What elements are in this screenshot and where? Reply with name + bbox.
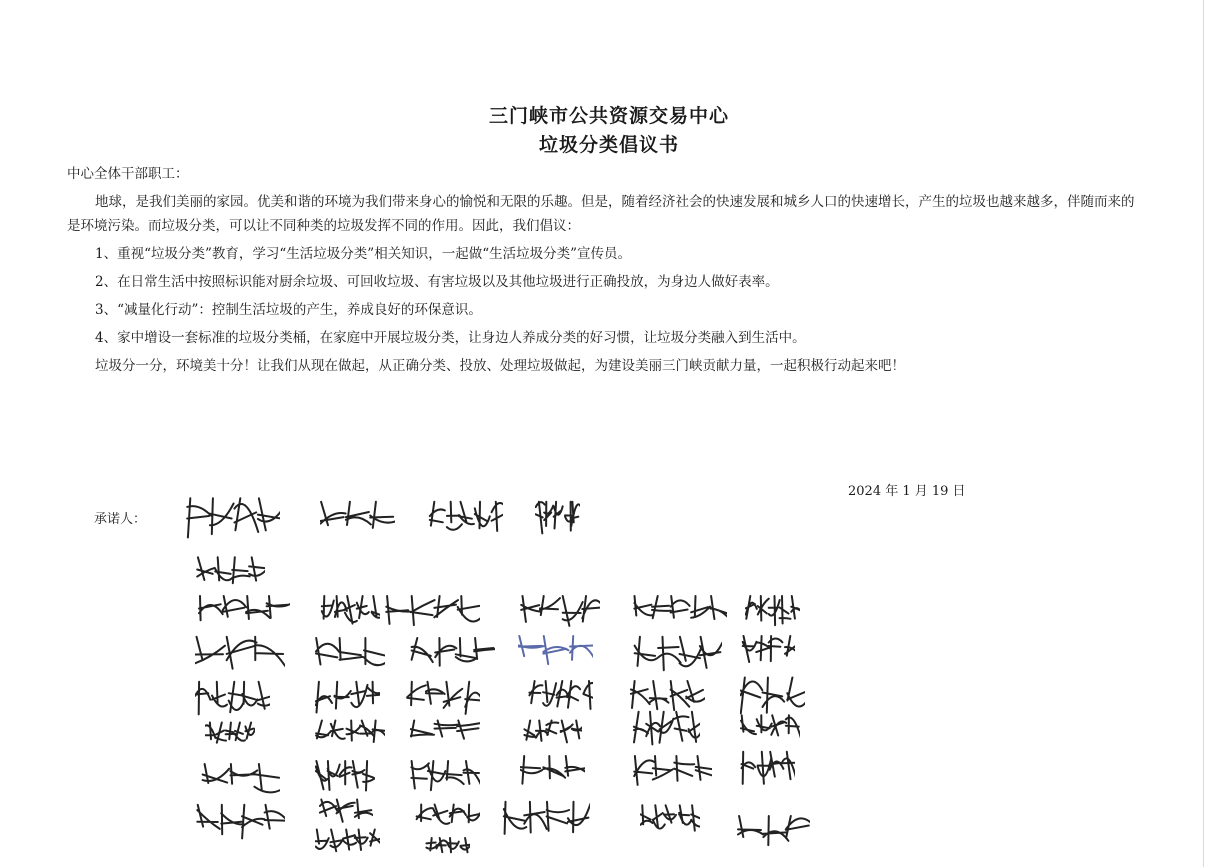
signature-stroke [330,830,343,852]
signature-stroke [195,682,210,715]
signature-stroke [212,682,227,707]
signature-stroke [373,721,385,743]
signature-stroke [679,805,691,824]
signature-stroke [229,682,244,712]
signature-stroke [231,764,258,784]
pledger-label: 承诺人： [94,512,147,527]
handwritten-signature [632,590,727,630]
handwritten-signature [415,800,480,830]
signature-stroke [519,636,544,656]
signature-stroke [634,596,653,616]
signature-stroke [780,596,791,624]
signature-stroke [474,638,495,659]
signature-stroke [246,596,270,619]
signature-stroke [343,830,356,850]
handwritten-signature [640,800,700,835]
signature-stroke [741,678,763,714]
signature-stroke [195,637,225,664]
handwritten-signature [535,495,580,540]
handwritten-signature [315,716,385,746]
paragraph-item-4: 4、家中增设一套标准的垃圾分类桶，在家庭中开展垃圾分类，让身边人养成分类的好习惯，让垃圾分类融入到生活中。 [95,330,806,346]
signature-stroke [769,636,783,661]
handwritten-signature [315,675,380,720]
signature-stroke [686,681,705,702]
signature-stroke [536,721,548,741]
signature-stroke [770,752,784,777]
handwritten-signature [320,495,395,540]
signature-stroke [492,502,503,531]
signature-stroke [407,682,426,705]
paragraph-intro: 地球，是我们美丽的家园。优美和谐的环境为我们带来身心的愉悦和无限的乐趣。但是，随着经济社会的快速发展和城乡人口的快速增长，产生的垃圾也越来越多，伴随而来的是环境污染。而垃圾分类，可以让不同种类的垃圾发挥不同的作用。因此，我们倡议： [67,194,1135,234]
signature-stroke [700,637,722,668]
signature-stroke [475,502,490,529]
handwritten-signature [520,750,585,790]
handwritten-signature [500,795,590,840]
signature-stroke [746,596,757,619]
signature-stroke [417,805,433,822]
signature-stroke [254,764,280,792]
signature-stroke [570,636,593,660]
signature-stroke [321,502,346,525]
signature-stroke [351,682,367,707]
signature-stroke [652,596,671,618]
signature-stroke [504,802,527,834]
signature-stroke [743,636,757,662]
signature-stroke [658,637,681,670]
handwritten-signature [630,705,700,750]
signature-stroke [641,805,653,825]
signature-stroke [631,681,650,708]
signature-stroke [450,805,466,823]
signature-stroke [316,638,339,665]
signature-stroke [234,498,258,532]
handwritten-signature [320,590,380,630]
handwritten-signature [518,630,593,670]
signature-stroke [465,682,480,714]
signature-stroke [426,682,445,704]
handwritten-signature [410,716,480,746]
handwritten-signature [200,758,280,798]
handwritten-signature [410,755,480,795]
signature-stroke [756,636,770,660]
signature-stroke [322,596,334,619]
signature-stroke [691,596,710,618]
handwritten-signature [315,755,375,795]
signature-stroke [543,636,568,664]
signature-stroke [328,761,340,790]
signature-stroke [544,502,553,526]
signature-stroke [215,557,233,580]
document-date: 2024 年 1 月 19 日 [848,484,966,499]
paragraph-item-1: 1、重视“垃圾分类”教育，学习“生活垃圾分类”相关知识，一起做“生活垃圾分类”宣传员。 [95,246,631,262]
signature-stroke [316,761,328,789]
signature-stroke [763,816,788,845]
paragraph-closing: 垃圾分一分，环境美十分！让我们从现在做起，从正确分类、投放、处理垃圾做起，为建设美丽三门峡贡献力量，一起积极行动起来吧！ [95,358,905,374]
signature-stroke [265,805,285,829]
signature-stroke [634,756,654,785]
signature-stroke [346,502,371,525]
signature-stroke [563,596,583,626]
document-subtitle: 垃圾分类倡议书 [538,134,679,156]
signature-stroke [646,712,660,745]
signature-stroke [370,502,395,528]
signature-stroke [187,498,211,537]
signature-stroke [340,761,352,784]
signature-stroke [769,596,780,625]
signature-stroke [584,681,594,709]
signature-stroke [689,712,700,742]
signature-stroke [464,761,481,785]
signature-stroke [242,805,265,839]
signature-stroke [459,502,474,524]
handwritten-signature [428,495,503,540]
signature-stroke [249,557,265,580]
handwritten-signature [315,632,385,672]
signature-stroke [232,557,250,583]
signature-stroke [199,596,223,620]
signature-stroke [197,557,215,580]
signature-stroke [741,715,756,734]
signature-stroke [316,682,332,713]
handwritten-signature [740,745,795,790]
signature-stroke [711,596,728,619]
signature-stroke [435,721,458,737]
handwritten-signature [185,490,280,545]
signature-stroke [411,721,434,737]
signature-stroke [664,805,676,822]
signature-stroke [758,596,769,621]
handwritten-signature [318,795,373,825]
signature-stroke [521,756,543,784]
signature-stroke [763,678,785,713]
signature-stroke [543,681,556,706]
signature-stroke [448,838,459,852]
signature-stroke [568,802,590,832]
signature-stroke [458,596,480,621]
signature-stroke [572,721,582,739]
signature-stroke [242,682,257,706]
signature-stroke [571,502,580,526]
signature-stroke [785,636,795,656]
handwritten-signature [740,710,800,745]
signature-stroke [367,682,380,704]
signature-stroke [634,712,648,743]
signature-stroke [691,805,700,830]
signature-stroke [428,761,446,790]
signature-stroke [316,830,329,849]
handwritten-signature [195,798,285,843]
signature-stroke [742,752,756,784]
handwritten-signature [632,750,712,790]
signature-stroke [653,805,665,828]
signature-stroke [255,637,285,666]
signature-stroke [435,638,456,666]
signature-stroke [340,638,363,660]
signature-stroke [675,712,689,741]
handwritten-signature [425,835,470,855]
signature-stroke [524,721,536,740]
handwritten-signature [632,630,722,675]
handwritten-signature [205,718,255,748]
signature-stroke [786,816,810,838]
signature-stroke [543,756,565,778]
paragraph-item-3: 3、“减量化行动”：控制生活垃圾的产生，养成良好的环保意识。 [95,302,482,318]
signature-stroke [437,838,448,852]
handwritten-signature [315,825,380,855]
signature-stroke [540,596,560,615]
signature-stroke [363,761,375,791]
signature-stroke [337,800,355,822]
signature-stroke [320,800,338,817]
handwritten-signature [195,590,290,630]
handwritten-signature [195,552,265,587]
signature-stroke [696,756,712,780]
signature-stroke [567,681,580,708]
signature-stroke [386,596,410,624]
signature-stroke [582,596,600,622]
signature-stroke [357,596,369,618]
signature-stroke [434,596,458,617]
signature-stroke [529,681,542,703]
signature-stroke [355,830,368,851]
signature-stroke [411,761,429,789]
signature-stroke [221,805,244,835]
paragraph-item-2: 2、在日常生活中按照标识能对厨余垃圾、可回收垃圾、有害垃圾以及其他垃圾进行正确投放，为身边人做好表率。 [95,274,779,290]
signature-stroke [267,596,290,618]
signature-stroke [653,756,673,780]
signature-stroke [446,761,464,784]
document-title: 三门峡市公共资源交易中心 [488,105,729,127]
signature-stroke [680,637,703,667]
signature-stroke [791,596,800,619]
handwritten-signature [195,630,285,675]
signature-stroke [461,838,471,852]
signature-stroke [554,502,563,529]
signature-stroke [738,816,763,837]
signature-stroke [331,721,345,739]
signature-stroke [316,721,330,739]
handwritten-signature [410,632,495,672]
handwritten-signature [195,675,270,720]
signature-stroke [783,752,795,780]
signature-stroke [364,638,385,665]
signature-stroke [210,498,234,534]
signature-stroke [227,637,257,669]
signature-stroke [203,764,230,783]
signature-stroke [565,756,585,776]
signature-stroke [659,712,673,743]
signature-stroke [347,721,361,741]
signature-stroke [547,802,570,831]
signature-stroke [197,805,220,829]
handwritten-signature [745,590,800,630]
salutation: 中心全体干部职工： [67,166,189,182]
handwritten-signature [528,675,593,715]
signature-stroke [467,805,480,823]
signature-stroke [370,830,380,846]
signature-stroke [360,721,374,737]
signature-stroke [433,805,449,824]
signature-stroke [561,721,573,743]
signature-stroke [258,498,280,530]
signature-stroke [412,638,433,662]
handwritten-signature [735,810,810,850]
signature-stroke [411,596,435,625]
signature-stroke [546,721,558,736]
signature-stroke [235,723,245,741]
signature-stroke [205,723,215,740]
signature-stroke [258,682,270,709]
handwritten-signature [405,675,480,720]
signature-stroke [223,596,247,617]
signature-stroke [430,502,445,526]
handwritten-signature [740,630,795,670]
signature-stroke [674,756,694,781]
signature-stroke [771,715,786,735]
signature-stroke [355,800,373,819]
handwritten-signature [522,716,582,746]
signature-stroke [758,752,772,784]
signature-stroke [757,715,772,732]
signature-stroke [536,502,545,534]
signature-stroke [457,721,480,739]
handwritten-signature [385,590,480,630]
signature-stroke [245,723,255,739]
signature-stroke [216,723,226,743]
signature-stroke [372,596,380,618]
signature-stroke [671,596,690,618]
signature-stroke [521,596,541,622]
signature-stroke [635,637,658,666]
handwritten-signature [520,590,600,630]
signature-stroke [335,682,351,709]
signature-stroke [444,682,463,708]
signature-stroke [524,802,547,833]
signature-stroke [787,678,805,707]
signature-stroke [786,715,800,737]
